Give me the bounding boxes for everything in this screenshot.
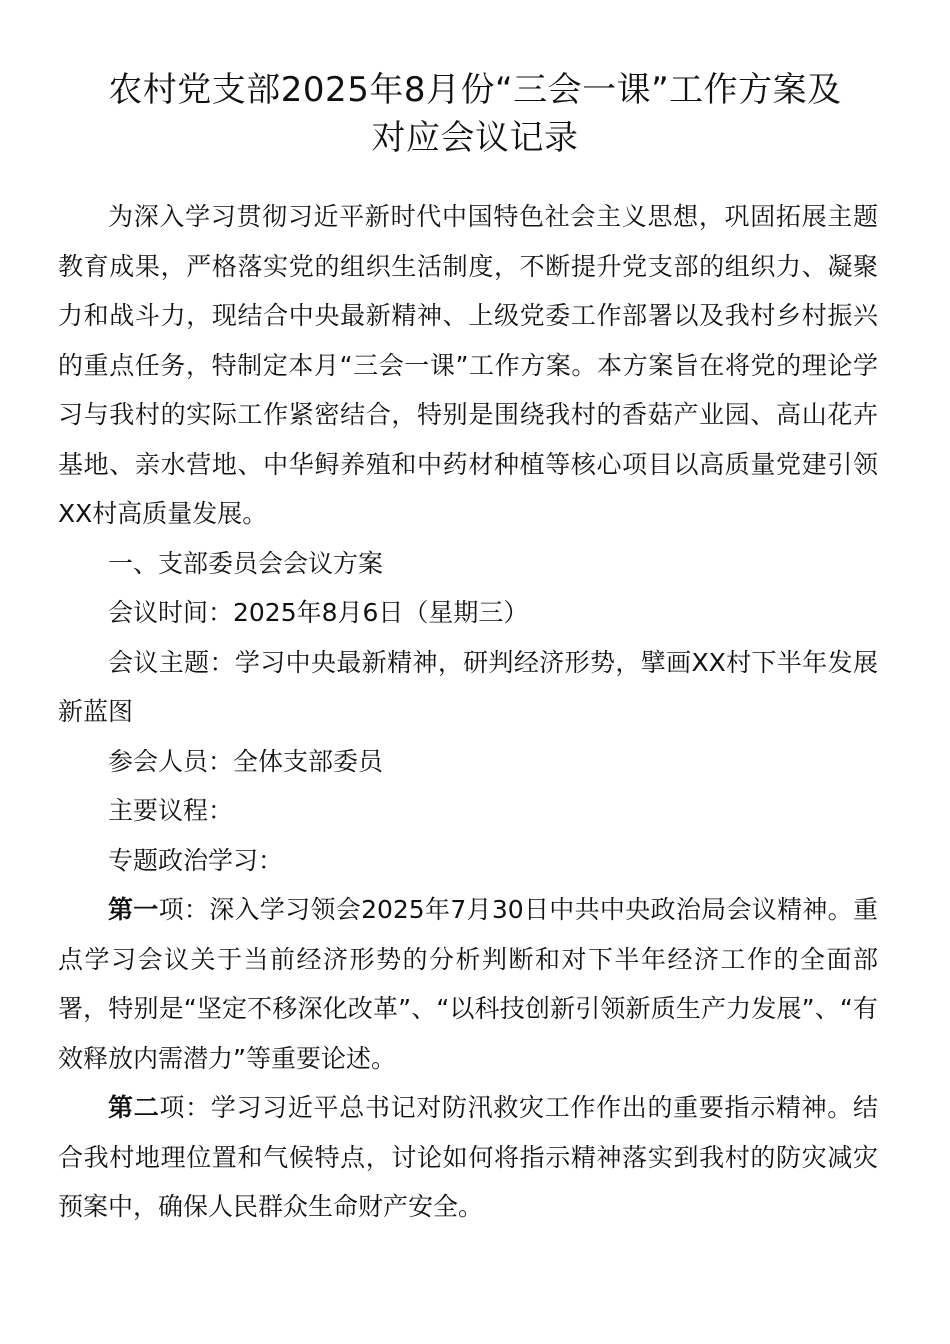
agenda-item-2-text: 项：学习习近平总书记对防汛救灾工作作出的重要指示精神。结合我村地理位置和气候特点，讨论如何将指示精神落实到我村的防灾减灾预案中，确保人民群众生命财产安全。 <box>58 1093 878 1221</box>
document-title-line1: 农村党支部2025年8月份“三会一课”工作方案及 <box>108 70 842 110</box>
agenda-item-1 <box>58 885 878 1083</box>
meeting-time: 会议时间：2025年8月6日（星期三） <box>108 598 529 627</box>
document-body <box>58 192 878 1232</box>
agenda-item-2 <box>58 1083 878 1232</box>
meeting-topic: 会议主题：学习中央最新精神，研判经济形势，擘画XX村下半年发展新蓝图 <box>58 647 878 726</box>
section1-heading: 一、支部委员会会议方案 <box>108 548 384 578</box>
meeting-attendees: 参会人员：全体支部委员 <box>108 746 384 776</box>
document-title <box>50 66 900 162</box>
agenda-item-1-lead: 第一 <box>108 895 159 924</box>
agenda-item-2-lead: 第二 <box>108 1093 160 1122</box>
study-heading: 专题政治学习： <box>108 845 284 875</box>
intro-paragraph: 为深入学习贯彻习近平新时代中国特色社会主义思想，巩固拓展主题教育成果，严格落实党的组织生活制度，不断提升党支部的组织力、凝聚力和战斗力，现结合中央最新精神、上级党委工作部署以及我村乡村振兴的重点任务，特制定本月“三会一课”工作方案。本方案旨在将党的理论学习与我村的实际工作紧密结合，特别是围绕我村的香菇产业园、高山花卉基地、亲水营地、中华鲟养殖和中药材种植等核心项目以高质量党建引领XX村高质量发展。 <box>58 202 878 528</box>
agenda-heading: 主要议程： <box>108 796 234 825</box>
document-title-line2: 对应会议记录 <box>371 118 579 158</box>
agenda-item-1-text: 项：深入学习领会2025年7月30日中共中央政治局会议精神。重点学习会议关于当前经济形势的分析判断和对下半年经济工作的全面部署，特别是“坚定不移深化改革”、“以科技创新引领新质生产力发展”、“有效释放内需潜力”等重要论述。 <box>58 895 878 1073</box>
